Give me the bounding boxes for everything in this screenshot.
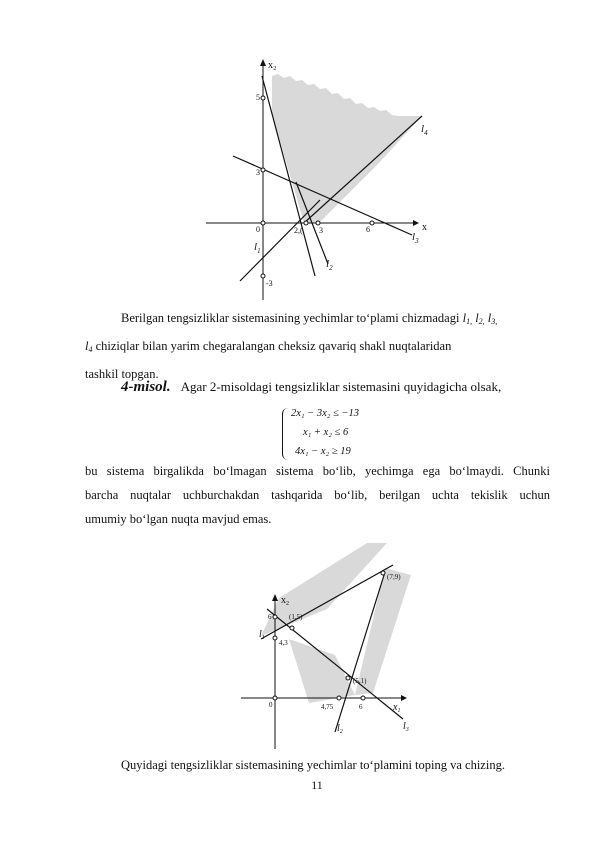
page-number: 11 [311,778,323,792]
system-row-1: 2x₁ − 3x₂ ≤ −13 [291,408,360,419]
example-title: 4-misol. [121,379,171,395]
figure-1 [200,54,440,302]
tick-x-3: 3 [319,226,323,235]
axis-x-label: $x_1$ [393,702,401,714]
point-origin [261,221,265,225]
inequality-system [285,406,395,462]
point-7-9 [381,571,385,575]
paragraph-3 [85,753,550,777]
para3-text: Quyidagi tengsizliklar sistemasining yechimlar to‘plamini toping va chizing. [121,758,505,772]
point-y43 [273,636,277,640]
figure-1-graph [200,54,440,302]
axis-y-label: $x_2$ [281,595,289,607]
tick-y-neg3: -3 [266,279,273,288]
x-axis-arrow [401,695,407,701]
example-heading [121,377,501,397]
system-row-3: 4x₁ − x₂ ≥ 19 [295,446,351,457]
para1-l3: $l_{3,}$ [487,311,498,326]
x-axis-arrow [413,220,419,226]
point-x475 [337,696,341,700]
label-l1: $l_1$ [259,629,265,641]
tick-y-43: 4,3 [279,639,288,647]
point-x2 [304,221,308,225]
para1-l2: $l_{2,}$ [475,311,485,326]
para2-line-3: umumiy bo‘lgan nuqta mavjud emas. [85,512,272,526]
paragraph-2 [85,459,550,531]
label-l2: $l_2$ [326,258,333,272]
label-l3: $l_3$ [412,231,419,245]
tick-y-3: 3 [256,168,260,177]
label-l2: $l_2$ [337,723,343,735]
shaded-band-3 [355,568,411,695]
point-origin [273,696,277,700]
tick-x-2: 2,( [294,226,303,235]
shaded-band-1 [261,543,387,636]
figure-2-graph [235,543,435,755]
figure-2 [235,543,435,755]
tick-x-6: 6 [359,703,363,711]
point-label-7-9: (7;9) [387,573,401,581]
tick-y-6: 6 [268,613,272,621]
tick-origin: 0 [256,225,260,234]
para2-line-1: bu sistema birgalikda bo‘lmagan sistema bo‘lib, yechimga ega bo‘lmaydi. Chunki [85,464,550,478]
point-1-5 [290,626,294,630]
example-text: Agar 2-misoldagi tengsizliklar sistemasini quyidagicha olsak, [180,379,502,394]
label-l1: $l_1$ [254,241,261,255]
axis-y-label: x₂ [268,60,277,71]
tick-y-5: 5 [256,93,260,102]
point-yneg3 [261,274,265,278]
point-x6 [361,696,365,700]
tick-x-475: 4,75 [321,703,334,711]
label-l3: $l_3$ [403,721,409,733]
point-label-5-1: (5,1) [353,677,367,685]
para1-l4: $l_4$ [85,339,93,354]
point-x6 [370,221,374,225]
para1-text-c: tashkil topgan. [85,367,159,381]
axis-x-label: x [422,222,427,233]
system-brace [282,408,289,460]
point-label-1-5: (1,5) [289,613,303,621]
para1-text-a: Berilgan tengsizliklar sistemasining yechimlar to‘plami chizmadagi [121,311,460,325]
tick-x-6: 6 [366,225,370,234]
paragraph-1 [85,306,550,386]
y-axis-arrow [272,594,278,601]
tick-origin: 0 [269,701,273,709]
y-axis-arrow [260,59,266,66]
shaded-band-2 [289,639,355,703]
system-row-2: x₁ + x₂ ≤ 6 [303,427,349,438]
para1-text-b: chiziqlar bilan yarim chegaralangan cheksiz qavariq shakl nuqtalaridan [95,339,452,353]
para2-line-2: barcha nuqtalar uchburchakdan tashqarida bo‘lib, berilgan uchta tekislik uchun [85,488,550,502]
point-x3 [316,221,320,225]
para1-l1: $l_{1,}$ [462,311,473,326]
point-5-1 [346,676,350,680]
point-y5 [261,96,265,100]
point-y3 [261,168,265,172]
point-y6 [273,615,277,619]
label-l4: $l_4$ [421,123,428,137]
